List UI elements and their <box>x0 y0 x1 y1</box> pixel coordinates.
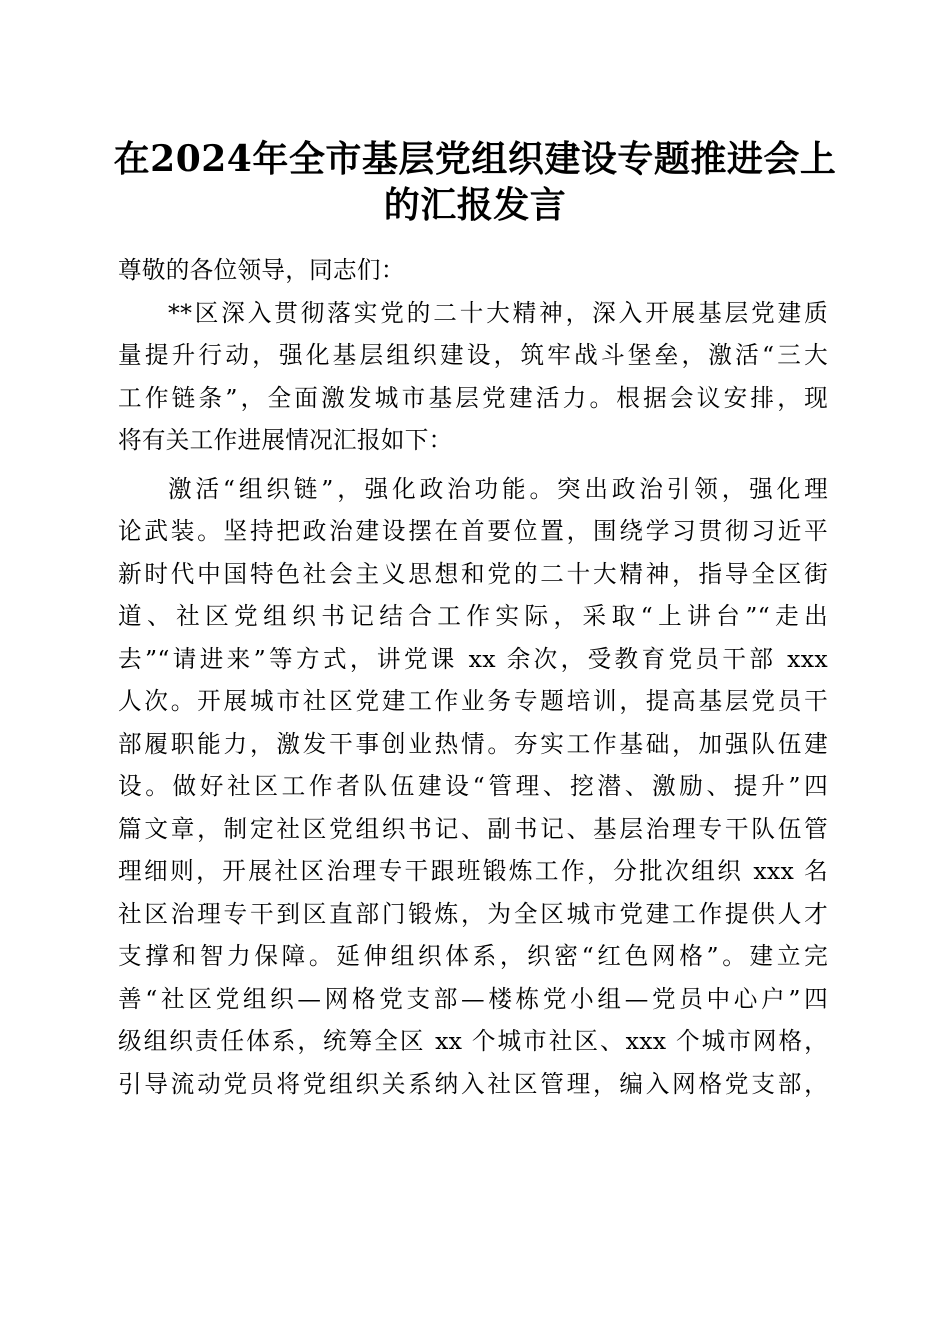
title-line-2: 的汇报发言 <box>383 184 567 226</box>
paragraph-1-line: **区深入贯彻落实党的二十大精神，深入开展基层党建质 <box>168 298 828 327</box>
paragraph-2-line: 篇文章，制定社区党组织书记、副书记、基层治理专干队伍管 <box>118 814 828 843</box>
title-line-1: 在2024年全市基层党组织建设专题推进会上 <box>113 138 837 180</box>
paragraph-2-line: 级组织责任体系，统筹全区 xx 个城市社区、xxx 个城市网格， <box>118 1027 828 1055</box>
paragraph-1-line: 工作链条”，全面激发城市基层党建活力。根据会议安排，现 <box>118 383 828 412</box>
paragraph-2-line: 去”“请进来”等方式，讲党课 xx 余次，受教育党员干部 xxx <box>118 644 828 673</box>
document-body <box>118 249 828 1105</box>
paragraph-2-line: 社区治理专干到区直部门锻炼，为全区城市党建工作提供人才 <box>118 899 828 928</box>
paragraph-2-line: 论武装。坚持把政治建设摆在首要位置，围绕学习贯彻习近平 <box>118 517 828 545</box>
paragraph-2-line: 部履职能力，激发干事创业热情。夯实工作基础，加强队伍建 <box>118 729 828 758</box>
paragraph-2-line: 善“社区党组织—网格党支部—楼栋党小组—党员中心户”四 <box>118 984 828 1013</box>
paragraph-2-line: 理细则，开展社区治理专干跟班锻炼工作，分批次组织 xxx 名 <box>118 857 828 885</box>
salutation: 尊敬的各位领导，同志们： <box>118 256 405 284</box>
paragraph-2-line: 新时代中国特色社会主义思想和党的二十大精神，指导全区街 <box>118 559 828 588</box>
paragraph-1-line: 量提升行动，强化基层组织建设，筑牢战斗堡垒，激活“三大 <box>118 341 828 369</box>
paragraph-2-line: 设。做好社区工作者队伍建设“管理、挖潜、激励、提升”四 <box>118 772 828 800</box>
paragraph-2-line: 人次。开展城市社区党建工作业务专题培训，提高基层党员干 <box>118 687 828 715</box>
paragraph-2-line: 道、社区党组织书记结合工作实际，采取“上讲台”“走出 <box>118 602 828 630</box>
paragraph-2-line: 激活“组织链”，强化政治功能。突出政治引领，强化理 <box>168 474 828 503</box>
document-title <box>100 136 850 228</box>
paragraph-2-line: 引导流动党员将党组织关系纳入社区管理，编入网格党支部， <box>118 1069 828 1098</box>
paragraph-1-line: 将有关工作进展情况汇报如下： <box>118 426 453 454</box>
paragraph-2-line: 支撑和智力保障。延伸组织体系，织密“红色网格”。建立完 <box>118 942 828 970</box>
